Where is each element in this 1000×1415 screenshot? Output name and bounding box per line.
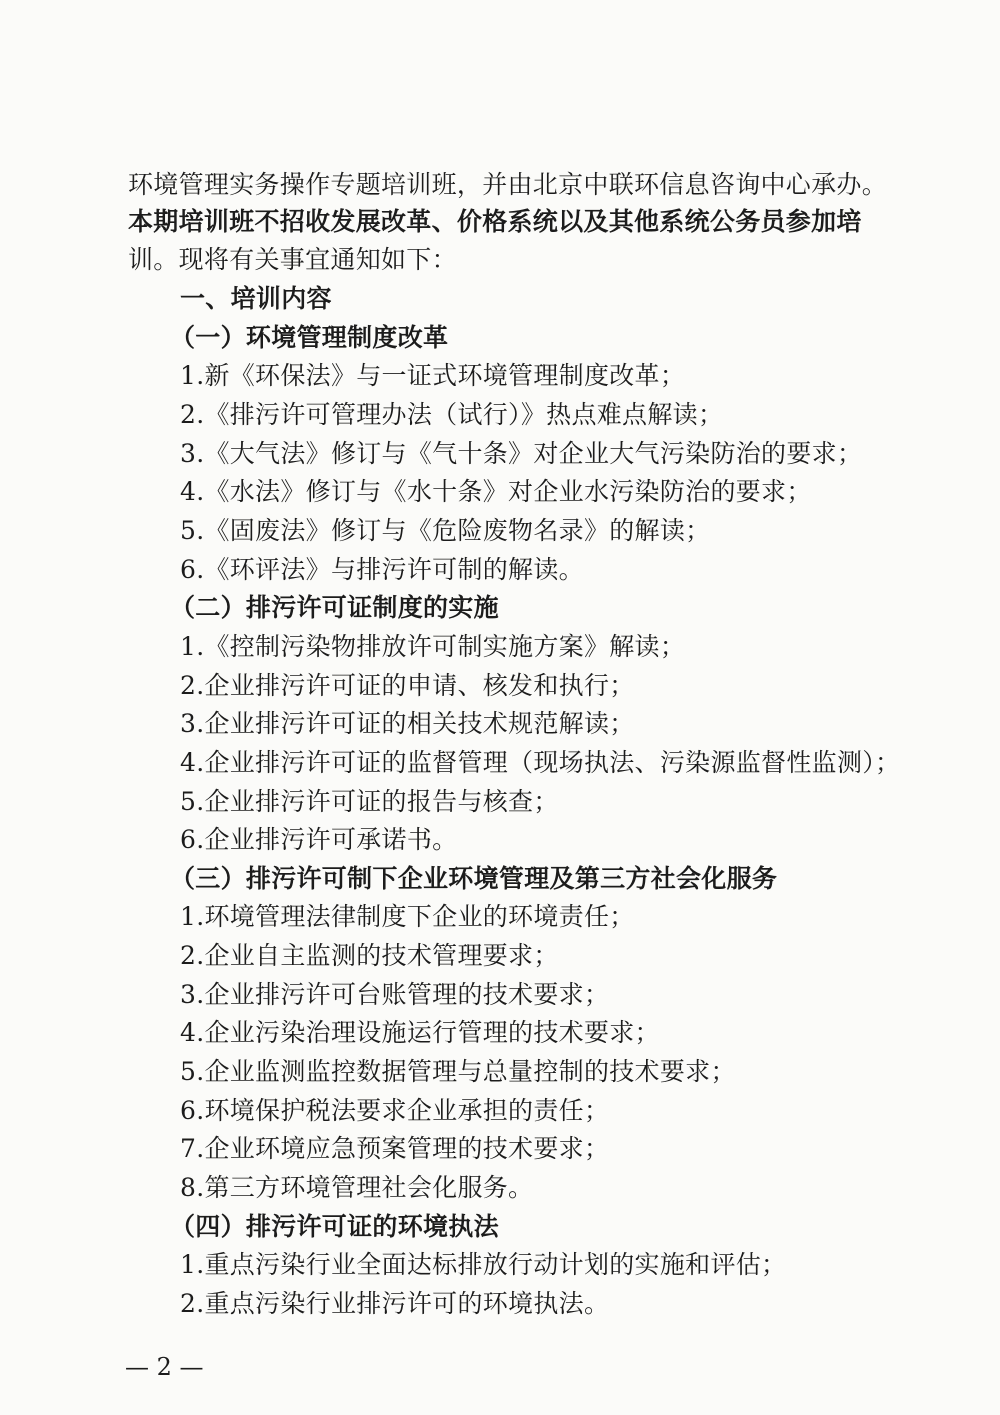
list-item: 2.重点污染行业排污许可的环境执法。 xyxy=(180,1289,610,1318)
list-item: 7.企业环境应急预案管理的技术要求； xyxy=(180,1134,610,1163)
list-item: 2.《排污许可管理办法（试行）》热点难点解读； xyxy=(180,400,724,429)
list-item: 3.企业排污许可台账管理的技术要求； xyxy=(180,980,610,1009)
list-item: 5.企业监测监控数据管理与总量控制的技术要求； xyxy=(180,1057,736,1086)
page-number: — 2 — xyxy=(125,1353,204,1381)
list-item: 4.《水法》修订与《水十条》对企业水污染防治的要求； xyxy=(180,477,812,506)
list-item: 2.企业排污许可证的申请、核发和执行； xyxy=(180,671,635,700)
intro-line-2: 本期培训班不招收发展改革、价格系统以及其他系统公务员参加培 xyxy=(128,207,862,236)
list-item: 1.环境管理法律制度下企业的环境责任； xyxy=(180,902,635,931)
list-item: 4.企业污染治理设施运行管理的技术要求； xyxy=(180,1018,660,1047)
subsection-heading-3: （三）排污许可制下企业环境管理及第三方社会化服务 xyxy=(170,864,778,893)
list-item: 1.《控制污染物排放许可制实施方案》解读； xyxy=(180,632,686,661)
list-item: 1.重点污染行业全面达标排放行动计划的实施和评估； xyxy=(180,1250,787,1279)
list-item: 3.企业排污许可证的相关技术规范解读； xyxy=(180,709,635,738)
list-item: 1.新《环保法》与一证式环境管理制度改革； xyxy=(180,361,686,390)
section-heading-training-content: 一、培训内容 xyxy=(180,284,332,313)
subsection-heading-2: （二）排污许可证制度的实施 xyxy=(170,593,499,622)
list-item: 8.第三方环境管理社会化服务。 xyxy=(180,1173,534,1202)
list-item: 3.《大气法》修订与《气十条》对企业大气污染防治的要求； xyxy=(180,439,863,468)
list-item: 2.企业自主监测的技术管理要求； xyxy=(180,941,559,970)
list-item: 6.环境保护税法要求企业承担的责任； xyxy=(180,1096,610,1125)
list-item: 4.企业排污许可证的监督管理（现场执法、污染源监督性监测）； xyxy=(180,748,901,777)
subsection-heading-1: （一）环境管理制度改革 xyxy=(170,323,449,352)
list-item: 5.《固废法》修订与《危险废物名录》的解读； xyxy=(180,516,711,545)
list-item: 6.企业排污许可承诺书。 xyxy=(180,825,458,854)
list-item: 5.企业排污许可证的报告与核查； xyxy=(180,787,559,816)
intro-line-3: 训。现将有关事宜通知如下： xyxy=(128,245,457,274)
list-item: 6.《环评法》与排污许可制的解读。 xyxy=(180,555,584,584)
subsection-heading-4: （四）排污许可证的环境执法 xyxy=(170,1212,499,1241)
intro-line-1: 环境管理实务操作专题培训班，并由北京中联环信息咨询中心承办。 xyxy=(128,170,888,199)
